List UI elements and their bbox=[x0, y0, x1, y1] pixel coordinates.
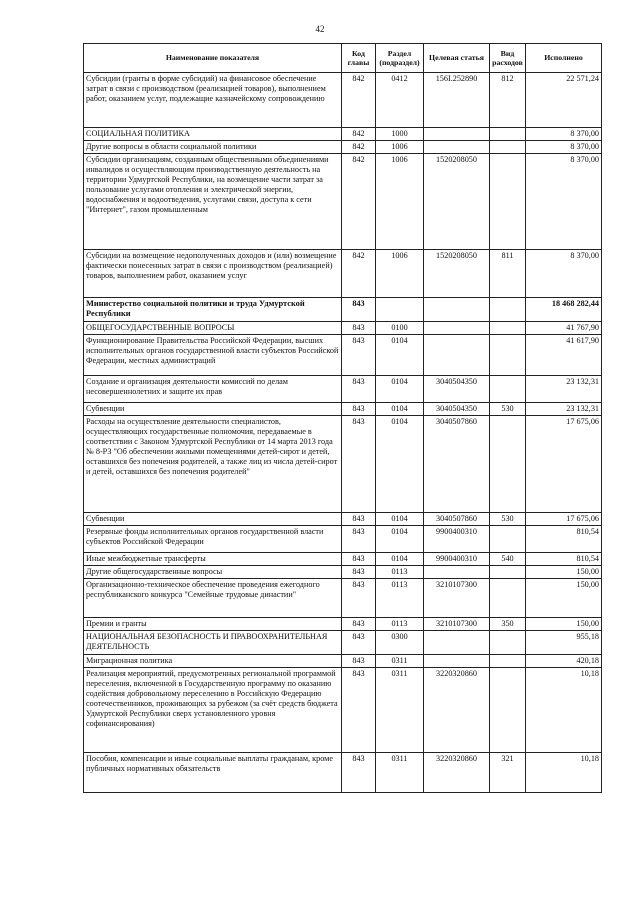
cell-executed-amount: 17 675,06 bbox=[526, 416, 602, 513]
cell-executed-amount: 23 132,31 bbox=[526, 403, 602, 416]
cell-indicator-name: Организационно-техническое обеспечение проведения ежегодного республиканского конкурса "Семейные трудовые династии" bbox=[84, 579, 342, 618]
cell-section: 0412 bbox=[376, 73, 424, 128]
cell-target-article bbox=[424, 655, 490, 668]
cell-executed-amount: 810,54 bbox=[526, 526, 602, 553]
cell-chapter-code: 842 bbox=[342, 73, 376, 128]
cell-chapter-code: 843 bbox=[342, 513, 376, 526]
header-target-article: Целевая статья bbox=[424, 44, 490, 73]
cell-section: 0104 bbox=[376, 553, 424, 566]
cell-section: 0104 bbox=[376, 526, 424, 553]
cell-section: 0113 bbox=[376, 618, 424, 631]
cell-chapter-code: 843 bbox=[342, 655, 376, 668]
cell-target-article bbox=[424, 298, 490, 322]
cell-expense-kind bbox=[490, 416, 526, 513]
cell-target-article: 9900400310 bbox=[424, 526, 490, 553]
cell-expense-kind bbox=[490, 566, 526, 579]
cell-expense-kind bbox=[490, 655, 526, 668]
budget-execution-table bbox=[83, 43, 602, 793]
cell-expense-kind bbox=[490, 141, 526, 154]
cell-expense-kind bbox=[490, 335, 526, 376]
cell-section: 1000 bbox=[376, 128, 424, 141]
cell-target-article bbox=[424, 128, 490, 141]
cell-section: 0104 bbox=[376, 416, 424, 513]
cell-executed-amount: 18 468 282,44 bbox=[526, 298, 602, 322]
table-row bbox=[84, 250, 602, 298]
table-row bbox=[84, 322, 602, 335]
cell-target-article bbox=[424, 631, 490, 655]
cell-indicator-name: Министерство социальной политики и труда Удмуртской Республики bbox=[84, 298, 342, 322]
cell-expense-kind: 321 bbox=[490, 753, 526, 793]
cell-indicator-name: Субсидии (гранты в форме субсидий) на финансовое обеспечение затрат в связи с производством (реализацией товаров), выполнением работ, оказанием услуг, подлежащие казначейскому сопровождению bbox=[84, 73, 342, 128]
cell-expense-kind: 530 bbox=[490, 403, 526, 416]
table-row bbox=[84, 376, 602, 403]
table-row bbox=[84, 298, 602, 322]
cell-section: 0113 bbox=[376, 566, 424, 579]
cell-expense-kind bbox=[490, 128, 526, 141]
cell-section: 0300 bbox=[376, 631, 424, 655]
cell-indicator-name: Резервные фонды исполнительных органов государственной власти субъектов Российской Федерации bbox=[84, 526, 342, 553]
cell-indicator-name: Другие общегосударственные вопросы bbox=[84, 566, 342, 579]
cell-executed-amount: 8 370,00 bbox=[526, 128, 602, 141]
cell-chapter-code: 843 bbox=[342, 579, 376, 618]
table-row bbox=[84, 579, 602, 618]
cell-expense-kind bbox=[490, 631, 526, 655]
cell-executed-amount: 150,00 bbox=[526, 579, 602, 618]
cell-chapter-code: 843 bbox=[342, 416, 376, 513]
cell-indicator-name: СОЦИАЛЬНАЯ ПОЛИТИКА bbox=[84, 128, 342, 141]
cell-section: 0311 bbox=[376, 655, 424, 668]
cell-chapter-code: 843 bbox=[342, 376, 376, 403]
cell-chapter-code: 843 bbox=[342, 335, 376, 376]
cell-indicator-name: Субсидии организациям, созданным общественными объединениями инвалидов и осуществляющим производственную деятельность на территории Удмуртской Республики, на возмещение части затрат за пользование услугами отопления и электрической энергии, водоснабжения и водоотведения, услугами связи, доступа к сети "Интернет", газом промышленным bbox=[84, 154, 342, 250]
page-number: 42 bbox=[315, 24, 325, 34]
cell-section: 0104 bbox=[376, 403, 424, 416]
cell-section: 1006 bbox=[376, 250, 424, 298]
table-row bbox=[84, 553, 602, 566]
header-section: Раздел (подраздел) bbox=[376, 44, 424, 73]
cell-target-article bbox=[424, 141, 490, 154]
cell-chapter-code: 842 bbox=[342, 250, 376, 298]
cell-target-article: 9900400310 bbox=[424, 553, 490, 566]
cell-executed-amount: 150,00 bbox=[526, 618, 602, 631]
cell-indicator-name: Субвенции bbox=[84, 513, 342, 526]
cell-chapter-code: 843 bbox=[342, 631, 376, 655]
cell-chapter-code: 843 bbox=[342, 403, 376, 416]
cell-expense-kind: 540 bbox=[490, 553, 526, 566]
cell-target-article: 1520208050 bbox=[424, 250, 490, 298]
header-expense-kind: Вид расходов bbox=[490, 44, 526, 73]
cell-target-article bbox=[424, 566, 490, 579]
table-row bbox=[84, 128, 602, 141]
table-row bbox=[84, 335, 602, 376]
cell-executed-amount: 420,18 bbox=[526, 655, 602, 668]
cell-executed-amount: 41 617,90 bbox=[526, 335, 602, 376]
table-row bbox=[84, 73, 602, 128]
cell-executed-amount: 23 132,31 bbox=[526, 376, 602, 403]
cell-target-article: 3210107300 bbox=[424, 579, 490, 618]
cell-target-article bbox=[424, 322, 490, 335]
cell-target-article: 3210107300 bbox=[424, 618, 490, 631]
cell-chapter-code: 843 bbox=[342, 618, 376, 631]
cell-target-article: 3220320860 bbox=[424, 668, 490, 753]
table-row bbox=[84, 154, 602, 250]
cell-chapter-code: 843 bbox=[342, 566, 376, 579]
cell-executed-amount: 10,18 bbox=[526, 753, 602, 793]
table-row bbox=[84, 513, 602, 526]
cell-executed-amount: 10,18 bbox=[526, 668, 602, 753]
table-row bbox=[84, 566, 602, 579]
cell-indicator-name: ОБЩЕГОСУДАРСТВЕННЫЕ ВОПРОСЫ bbox=[84, 322, 342, 335]
cell-chapter-code: 843 bbox=[342, 553, 376, 566]
cell-target-article: 3040504350 bbox=[424, 403, 490, 416]
table-row bbox=[84, 753, 602, 793]
cell-target-article: 3040504350 bbox=[424, 376, 490, 403]
cell-indicator-name: Функционирование Правительства Российской Федерации, высших исполнительных органов государственной власти субъектов Российской Федерации, местных администраций bbox=[84, 335, 342, 376]
table-row bbox=[84, 141, 602, 154]
cell-target-article: 3220320860 bbox=[424, 753, 490, 793]
cell-expense-kind bbox=[490, 298, 526, 322]
cell-executed-amount: 17 675,06 bbox=[526, 513, 602, 526]
cell-expense-kind bbox=[490, 668, 526, 753]
cell-indicator-name: Субсидии на возмещение недополученных доходов и (или) возмещение фактически понесенных затрат в связи с производством (реализацией) товаров, выполнением работ, оказанием услуг bbox=[84, 250, 342, 298]
cell-chapter-code: 843 bbox=[342, 668, 376, 753]
cell-section bbox=[376, 298, 424, 322]
cell-executed-amount: 8 370,00 bbox=[526, 154, 602, 250]
cell-chapter-code: 843 bbox=[342, 526, 376, 553]
cell-chapter-code: 843 bbox=[342, 753, 376, 793]
cell-section: 0113 bbox=[376, 579, 424, 618]
cell-section: 0311 bbox=[376, 753, 424, 793]
cell-expense-kind: 530 bbox=[490, 513, 526, 526]
cell-chapter-code: 843 bbox=[342, 298, 376, 322]
cell-indicator-name: Премии и гранты bbox=[84, 618, 342, 631]
cell-chapter-code: 842 bbox=[342, 128, 376, 141]
header-executed: Исполнено bbox=[526, 44, 602, 73]
table-body bbox=[84, 73, 602, 793]
cell-indicator-name: Субвенции bbox=[84, 403, 342, 416]
table-row bbox=[84, 416, 602, 513]
cell-expense-kind bbox=[490, 376, 526, 403]
table-row bbox=[84, 526, 602, 553]
cell-expense-kind: 350 bbox=[490, 618, 526, 631]
cell-section: 0311 bbox=[376, 668, 424, 753]
cell-indicator-name: Расходы на осуществление деятельности специалистов, осуществляющих государственные полномочия, передаваемые в соответствии с Законом Удмуртской Республики от 14 марта 2013 года № 8-РЗ "Об обеспечении жилыми помещениями детей-сирот и детей, оставшихся без попечения родителей, а также лиц из числа детей-сирот и детей, оставшихся без попечения родителей" bbox=[84, 416, 342, 513]
cell-executed-amount: 22 571,24 bbox=[526, 73, 602, 128]
cell-indicator-name: Реализация мероприятий, предусмотренных региональной программой переселения, включенной в Государственную программу по оказанию содействия добровольному переселению в Российскую Федерацию соотечественников, проживающих за рубежом (за счёт средств бюджета Удмуртской Республики сверх установленного уровня софинансирования) bbox=[84, 668, 342, 753]
cell-expense-kind bbox=[490, 154, 526, 250]
cell-chapter-code: 843 bbox=[342, 322, 376, 335]
cell-expense-kind bbox=[490, 526, 526, 553]
table-row bbox=[84, 668, 602, 753]
cell-section: 0100 bbox=[376, 322, 424, 335]
cell-indicator-name: Иные межбюджетные трансферты bbox=[84, 553, 342, 566]
cell-expense-kind bbox=[490, 322, 526, 335]
cell-target-article: 3040507860 bbox=[424, 416, 490, 513]
cell-executed-amount: 8 370,00 bbox=[526, 250, 602, 298]
cell-indicator-name: НАЦИОНАЛЬНАЯ БЕЗОПАСНОСТЬ И ПРАВООХРАНИТЕЛЬНАЯ ДЕЯТЕЛЬНОСТЬ bbox=[84, 631, 342, 655]
cell-target-article bbox=[424, 335, 490, 376]
header-chapter-code: Код главы bbox=[342, 44, 376, 73]
cell-section: 0104 bbox=[376, 376, 424, 403]
table-row bbox=[84, 403, 602, 416]
cell-target-article: 1520208050 bbox=[424, 154, 490, 250]
cell-section: 0104 bbox=[376, 513, 424, 526]
cell-executed-amount: 41 767,90 bbox=[526, 322, 602, 335]
cell-executed-amount: 955,18 bbox=[526, 631, 602, 655]
cell-indicator-name: Миграционная политика bbox=[84, 655, 342, 668]
table-header-row bbox=[84, 44, 602, 73]
cell-indicator-name: Другие вопросы в области социальной политики bbox=[84, 141, 342, 154]
cell-expense-kind bbox=[490, 579, 526, 618]
cell-target-article: 3040507860 bbox=[424, 513, 490, 526]
cell-target-article: 156I.252890 bbox=[424, 73, 490, 128]
cell-section: 0104 bbox=[376, 335, 424, 376]
cell-section: 1006 bbox=[376, 154, 424, 250]
cell-section: 1006 bbox=[376, 141, 424, 154]
header-indicator-name: Наименование показателя bbox=[84, 44, 342, 73]
cell-indicator-name: Создание и организация деятельности комиссий по делам несовершеннолетних и защите их прав bbox=[84, 376, 342, 403]
table-row bbox=[84, 631, 602, 655]
cell-executed-amount: 150,00 bbox=[526, 566, 602, 579]
cell-executed-amount: 810,54 bbox=[526, 553, 602, 566]
cell-executed-amount: 8 370,00 bbox=[526, 141, 602, 154]
cell-chapter-code: 842 bbox=[342, 141, 376, 154]
table-row bbox=[84, 618, 602, 631]
cell-indicator-name: Пособия, компенсации и иные социальные выплаты гражданам, кроме публичных нормативных обязательств bbox=[84, 753, 342, 793]
table-row bbox=[84, 655, 602, 668]
cell-expense-kind: 812 bbox=[490, 73, 526, 128]
cell-expense-kind: 811 bbox=[490, 250, 526, 298]
cell-chapter-code: 842 bbox=[342, 154, 376, 250]
